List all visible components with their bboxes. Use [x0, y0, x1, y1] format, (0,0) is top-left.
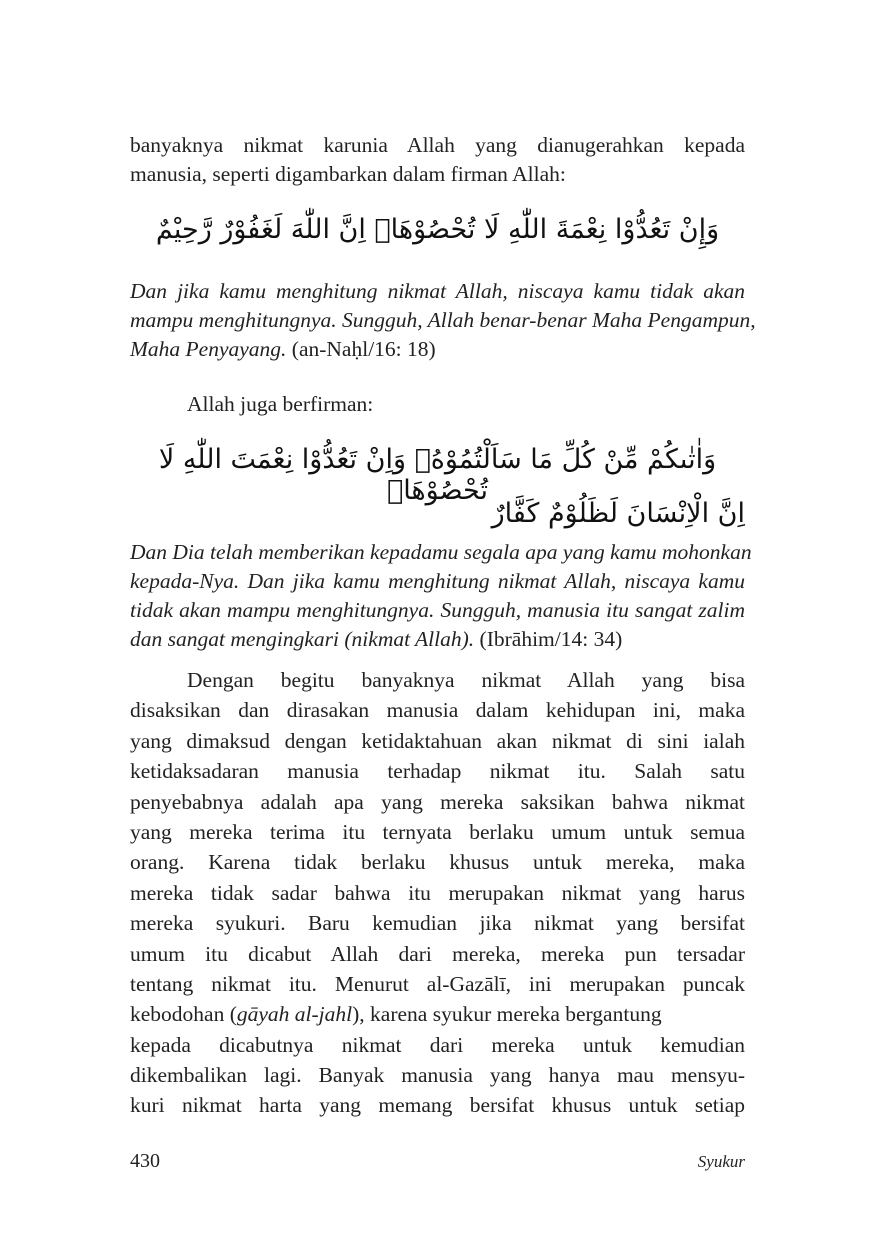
text-line: penyebabnya adalah apa yang mereka saksikan bahwa nikmat: [130, 789, 745, 814]
page-number: 430: [130, 1150, 160, 1172]
text-line: tidak akan mampu menghitungnya. Sungguh, manusia itu sangat zalim: [130, 598, 745, 622]
text-line: mampu menghitungnya. Sungguh, Allah benar-benar Maha Pengampun,: [130, 308, 756, 332]
text-line: Dan jika kamu menghitung nikmat Allah, niscaya kamu tidak akan: [130, 279, 745, 303]
body-paragraph: [130, 665, 745, 1121]
text-line: mereka tidak sadar bahwa itu merupakan nikmat yang harus: [130, 880, 745, 905]
text-line: disaksikan dan dirasakan manusia dalam kehidupan ini, maka: [130, 698, 745, 723]
translation-2: [130, 538, 752, 654]
term-italic: gāyah al-jahl: [236, 1002, 353, 1027]
text-line: Maha Penyayang.: [130, 337, 287, 361]
citation: (Ibrāhim/14: 34): [479, 627, 623, 651]
text-line: Dan Dia telah memberikan kepadamu segala apa yang kamu mohonkan: [130, 540, 752, 564]
running-title: Syukur: [697, 1152, 745, 1171]
intro-text: [130, 131, 745, 189]
transition-text: Allah juga berfirman:: [187, 392, 374, 416]
text-line: Dengan begitu banyaknya nikmat Allah yang bisa: [187, 668, 745, 692]
text-line: dan sangat mengingkari (nikmat Allah).: [130, 627, 475, 651]
arabic-verse-1: وَإِنْ تَعُدُّوْا نِعْمَةَ اللّٰهِ لَا تُحْصُوْهَاۗ اِنَّ اللّٰهَ لَغَفُوْرٌ رَّحِيْمٌ: [155, 214, 720, 245]
text-line: umum itu dicabut Allah dari mereka, mereka pun tersadar: [130, 941, 745, 966]
text-line: dikembalikan lagi. Banyak manusia yang hanya mau mensyu-: [130, 1063, 745, 1088]
text-line: kuri nikmat harta yang memang bersifat khusus untuk setiap: [130, 1093, 745, 1118]
text-line: tentang nikmat itu. Menurut al-Gazālī, ini merupakan puncak: [130, 971, 745, 996]
citation: (an-Naḥl/16: 18): [291, 337, 436, 361]
text-line: kepada dicabutnya nikmat dari mereka untuk kemudian: [130, 1032, 745, 1057]
text-line: manusia, seperti digambarkan dalam firman Allah:: [130, 162, 566, 186]
text-line: yang mereka terima itu ternyata berlaku umum untuk semua: [130, 819, 745, 844]
translation-1: [130, 277, 756, 364]
text-line: ketidaksadaran manusia terhadap nikmat itu. Salah satu: [130, 759, 745, 784]
text-line: kepada-Nya. Dan jika kamu menghitung nikmat Allah, niscaya kamu: [130, 569, 745, 593]
text-line: mereka syukuri. Baru kemudian jika nikmat yang bersifat: [130, 911, 745, 936]
text-line: orang. Karena tidak berlaku khusus untuk mereka, maka: [130, 850, 745, 875]
text-line: kebodohan (gāyah al-jahl), karena syukur mereka bergantung: [130, 1002, 662, 1027]
arabic-verse-2-line-2: اِنَّ الْاِنْسَانَ لَظَلُوْمٌ كَفَّارٌ: [491, 498, 745, 529]
text-line: yang dimaksud dengan ketidaktahuan akan nikmat di sini ialah: [130, 728, 745, 753]
text-line: banyaknya nikmat karunia Allah yang dianugerahkan kepada: [130, 133, 745, 157]
arabic-verse-2-line-1: وَاٰتٰىكُمْ مِّنْ كُلِّ مَا سَاَلْتُمُوْهُۗ وَاِنْ تَعُدُّوْا نِعْمَتَ اللّٰهِ لَا تُحْصُوْهَاۗ: [158, 444, 717, 506]
